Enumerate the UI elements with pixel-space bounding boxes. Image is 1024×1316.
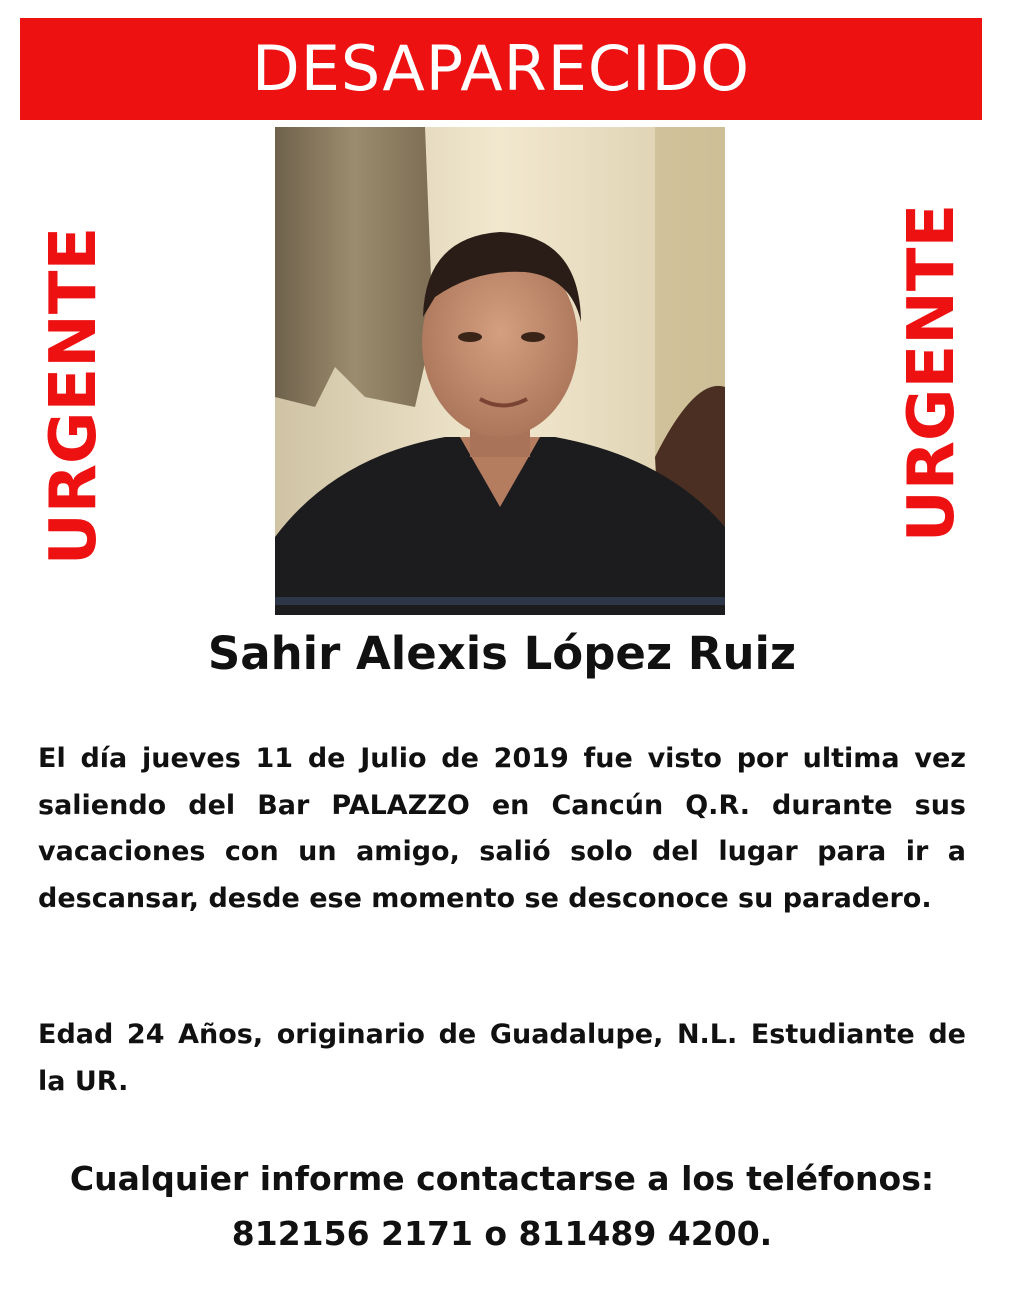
portrait-illustration xyxy=(275,127,725,615)
missing-banner xyxy=(20,18,982,120)
description-paragraph: El día jueves 11 de Julio de 2019 fue visto por ultima vez saliendo del Bar PALAZZO en Cancún Q.R. durante sus vacaciones con un amigo, salió solo del lugar para ir a descansar, desde ese momento se desconoce su paradero. xyxy=(38,743,966,914)
contact-heading: Cualquier informe contactarse a los teléfonos: xyxy=(69,1159,935,1198)
urgent-label-left: URGENTE xyxy=(37,226,111,566)
person-photo xyxy=(275,127,725,615)
person-name: Sahir Alexis López Ruiz xyxy=(207,627,797,680)
banner-title: DESAPARECIDO xyxy=(251,32,751,105)
contact-phones: 812156 2171 o 811489 4200. xyxy=(231,1214,773,1253)
details-paragraph: Edad 24 Años, originario de Guadalupe, N.L. Estudiante de la UR. xyxy=(38,1019,966,1097)
urgent-label-right: URGENTE xyxy=(895,203,969,543)
